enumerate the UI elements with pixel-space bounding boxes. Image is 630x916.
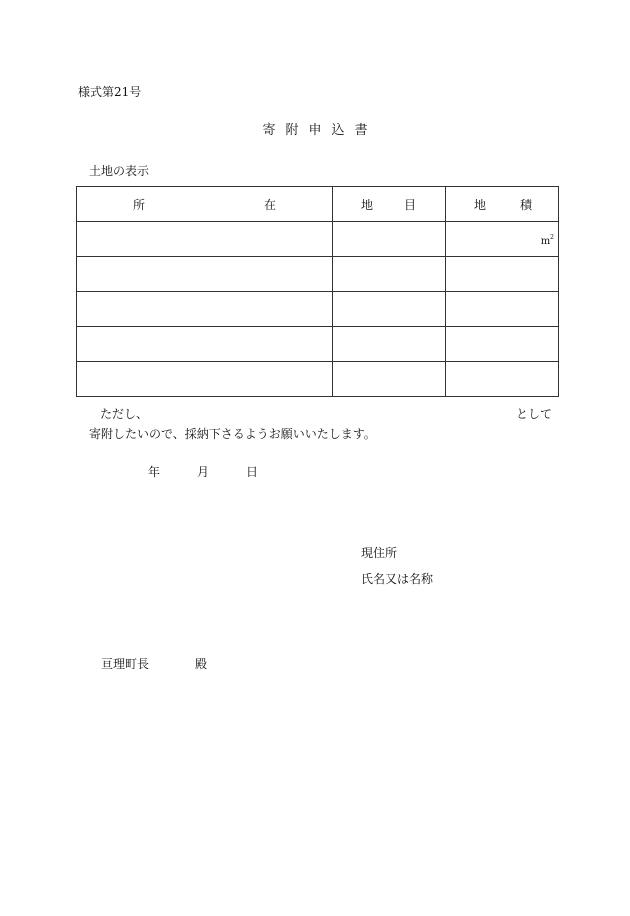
location-cell[interactable] [77, 292, 333, 327]
date-month: 月 [197, 465, 210, 479]
document-title [0, 124, 630, 137]
request-text: 寄附したいので、採納下さるようお願いいたします。 [89, 427, 376, 441]
table-row [77, 362, 559, 397]
date-year: 年 [148, 465, 161, 479]
header-area-char: 地 [474, 197, 487, 212]
name-label: 氏名又は名称 [361, 572, 434, 586]
date-line [148, 466, 258, 478]
table-row [77, 222, 559, 257]
form-number: 様式第21号 [78, 85, 142, 99]
proviso-text: ただし、 [100, 407, 149, 421]
category-cell[interactable] [333, 222, 446, 257]
title-char: 申 [308, 123, 322, 138]
category-cell[interactable] [333, 257, 446, 292]
header-location-char: 在 [263, 197, 276, 212]
table-row [77, 327, 559, 362]
address-label: 現住所 [361, 546, 398, 560]
date-day: 日 [246, 465, 259, 479]
category-cell[interactable] [333, 362, 446, 397]
as-label: として [516, 407, 553, 421]
header-category-char: 目 [403, 197, 416, 212]
title-char: 寄 [262, 123, 276, 138]
table-row [77, 292, 559, 327]
area-unit [541, 234, 554, 247]
location-cell[interactable] [77, 327, 333, 362]
area-cell[interactable] [446, 292, 559, 327]
area-cell[interactable] [446, 222, 559, 257]
header-area-char: 積 [519, 197, 532, 212]
header-area [446, 187, 559, 222]
header-category-char: 地 [361, 197, 374, 212]
land-section-label: 土地の表示 [89, 164, 150, 178]
land-table [76, 186, 559, 397]
area-cell[interactable] [446, 327, 559, 362]
table-row [77, 257, 559, 292]
title-char: 附 [285, 123, 299, 138]
addressee-title: 亘理町長 [101, 657, 150, 671]
header-location [77, 187, 333, 222]
area-unit-base: m [540, 236, 551, 247]
header-location-char: 所 [133, 197, 146, 212]
title-char: 書 [354, 123, 368, 138]
location-cell[interactable] [77, 222, 333, 257]
addressee-honorific: 殿 [195, 657, 208, 671]
table-header-row [77, 187, 559, 222]
area-cell[interactable] [446, 257, 559, 292]
location-cell[interactable] [77, 362, 333, 397]
area-cell[interactable] [446, 362, 559, 397]
area-unit-sup: 2 [550, 234, 554, 241]
category-cell[interactable] [333, 327, 446, 362]
category-cell[interactable] [333, 292, 446, 327]
location-cell[interactable] [77, 257, 333, 292]
header-category [333, 187, 446, 222]
title-char: 込 [331, 123, 345, 138]
